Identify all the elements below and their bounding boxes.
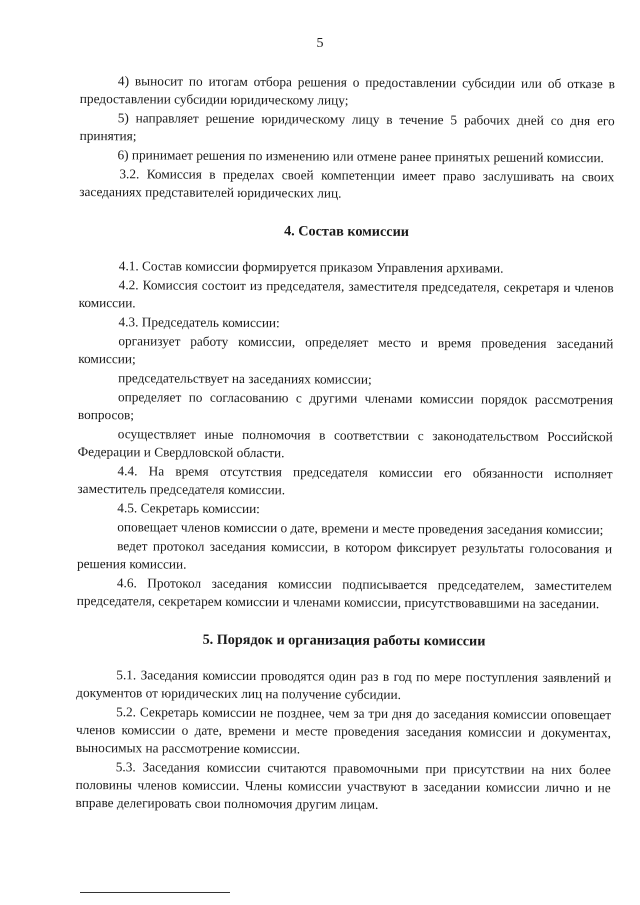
- paragraph-4-4: 4.4. На время отсутствия председателя комиссии его обязанности исполняет заместитель председателя комиссии.: [77, 463, 613, 498]
- paragraph-5-1: 5.1. Заседания комиссии проводятся один раз в год по мере поступления заявлений и документов от юридических лиц на получение субсидии.: [76, 667, 612, 702]
- document-body: [75, 72, 615, 816]
- paragraph-4-6: 4.6. Протокол заседания комиссии подписывается председателем, заместителем председателя, секретарем комиссии и членами комиссии, присутствовавшими на заседании.: [76, 575, 612, 612]
- paragraph-item-5: 5) направляет решение юридическому лицу в течение 5 рабочих дней со дня его принятия;: [79, 110, 615, 144]
- page-number: 5: [316, 36, 324, 51]
- paragraph-item-4: 4) выносит по итогам отбора решения о предоставлении субсидии или об отказе в предоставлении субсидии юридическому лицу;: [79, 73, 615, 108]
- paragraph-4-3-other-powers: осуществляет иные полномочия в соответствии с законодательством Российской Федерации и Свердловской области.: [77, 426, 613, 461]
- paragraph-4-3-determines: определяет по согласованию с другими членами комиссии порядок рассмотрения вопросов;: [77, 389, 614, 423]
- paragraph-5-2: 5.2. Секретарь комиссии не позднее, чем за три дня до заседания комиссии оповещает членов комиссии о дате, времени и месте проведения заседания комиссии и документах, выносимых на рассмотрение комиссии.: [75, 704, 612, 757]
- paragraph-4-1: 4.1. Состав комиссии формируется приказом Управления архивами.: [118, 258, 504, 276]
- paragraph-4-3-chairs: председательствует на заседаниях комиссии;: [118, 370, 372, 387]
- footnote-separator: [80, 892, 230, 893]
- paragraph-3-2: 3.2. Комиссия в пределах своей компетенции имеет право заслушивать на своих заседаниях представителей юридических лиц.: [79, 166, 615, 201]
- paragraph-4-3: 4.3. Председатель комиссии:: [118, 314, 280, 331]
- section-4-heading: 4. Состав комиссии: [284, 223, 410, 241]
- paragraph-4-2: 4.2. Комиссия состоит из председателя, заместителя председателя, секретаря и членов комиссии.: [78, 277, 614, 311]
- paragraph-5-3: 5.3. Заседания комиссии считаются правомочными при присутствии на них более половины членов комиссии. Члены комиссии участвуют в заседании комиссии лично и не вправе делегировать свои полномочия другим лицам.: [75, 759, 611, 812]
- paragraph-4-5: 4.5. Секретарь комиссии:: [117, 500, 260, 517]
- paragraph-item-6: 6) принимает решения по изменению или отмене ранее принятых решений комиссии.: [117, 147, 604, 166]
- paragraph-4-5-notifies: оповещает членов комиссии о дате, времени и месте проведения заседания комиссии;: [117, 519, 604, 538]
- paragraph-4-3-organizes: организует работу комиссии, определяет место и время проведения заседаний комиссии;: [78, 333, 614, 367]
- paragraph-4-5-minutes: ведет протокол заседания комиссии, в котором фиксирует результаты голосования и решения комиссии.: [76, 538, 613, 572]
- section-5-heading: 5. Порядок и организация работы комиссии: [202, 631, 486, 650]
